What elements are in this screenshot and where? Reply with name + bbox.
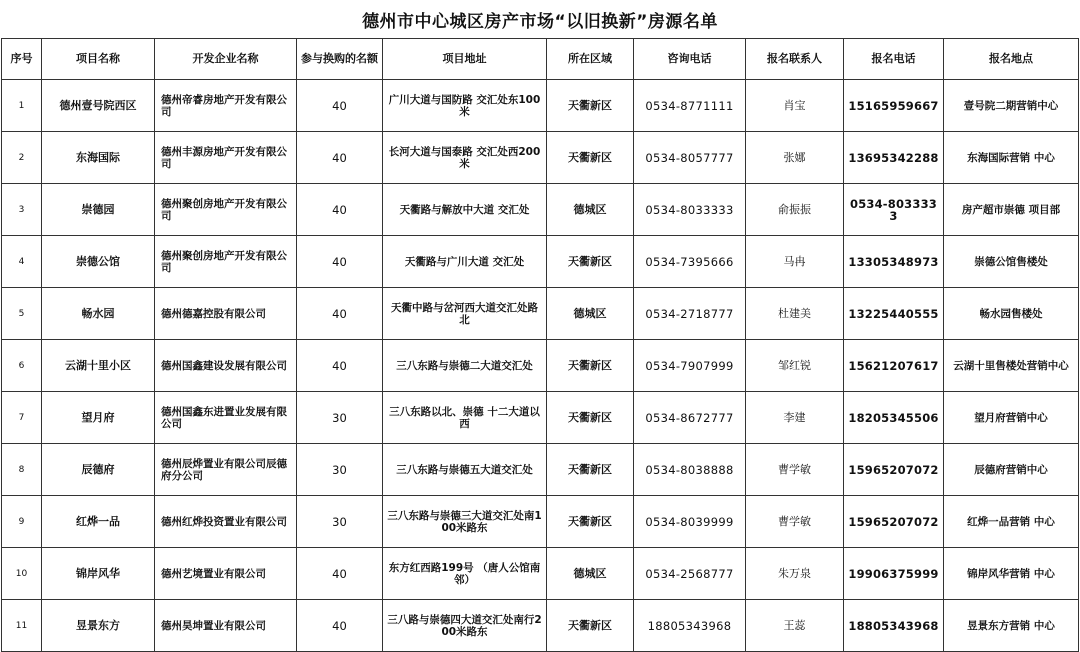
header-developer: 开发企业名称 <box>155 39 297 80</box>
quota-count: 30 <box>297 444 383 496</box>
registration-location: 望月府营销中心 <box>944 392 1079 444</box>
row-number: 3 <box>2 184 42 236</box>
contact-person: 王蕊 <box>746 600 844 652</box>
district: 德城区 <box>547 548 634 600</box>
consult-phone: 0534-8038888 <box>634 444 746 496</box>
project-address: 三八东路与崇德三大道交汇处南100米路东 <box>383 496 547 548</box>
district: 天衢新区 <box>547 496 634 548</box>
district: 德城区 <box>547 288 634 340</box>
project-address: 三八东路与崇德五大道交汇处 <box>383 444 547 496</box>
header-location: 报名地点 <box>944 39 1079 80</box>
developer-name: 德州昊坤置业有限公司 <box>155 600 297 652</box>
header-no: 序号 <box>2 39 42 80</box>
project-address: 三八路与崇德四大道交汇处南行200米路东 <box>383 600 547 652</box>
quota-count: 40 <box>297 600 383 652</box>
project-name: 辰德府 <box>42 444 155 496</box>
quota-count: 40 <box>297 340 383 392</box>
header-address: 项目地址 <box>383 39 547 80</box>
consult-phone: 0534-8672777 <box>634 392 746 444</box>
project-address: 天衢路与解放中大道 交汇处 <box>383 184 547 236</box>
consult-phone: 0534-8039999 <box>634 496 746 548</box>
quota-count: 40 <box>297 236 383 288</box>
table-row <box>2 184 1079 236</box>
quota-count: 40 <box>297 288 383 340</box>
registration-phone: 15165959667 <box>844 80 944 132</box>
table-row <box>2 80 1079 132</box>
header-phone: 咨询电话 <box>634 39 746 80</box>
quota-count: 40 <box>297 548 383 600</box>
registration-location: 东海国际营销 中心 <box>944 132 1079 184</box>
registration-location: 红烨一品营销 中心 <box>944 496 1079 548</box>
project-name: 崇德公馆 <box>42 236 155 288</box>
table-row <box>2 288 1079 340</box>
row-number: 9 <box>2 496 42 548</box>
contact-person: 马冉 <box>746 236 844 288</box>
project-name: 红烨一品 <box>42 496 155 548</box>
project-address: 天衢路与广川大道 交汇处 <box>383 236 547 288</box>
district: 天衢新区 <box>547 132 634 184</box>
project-name: 昱景东方 <box>42 600 155 652</box>
project-name: 望月府 <box>42 392 155 444</box>
consult-phone: 0534-8771111 <box>634 80 746 132</box>
registration-phone: 15965207072 <box>844 496 944 548</box>
developer-name: 德州帝睿房地产开发有限公司 <box>155 80 297 132</box>
district: 天衢新区 <box>547 80 634 132</box>
developer-name: 德州国鑫东进置业发展有限公司 <box>155 392 297 444</box>
developer-name: 德州艺境置业有限公司 <box>155 548 297 600</box>
registration-phone: 13695342288 <box>844 132 944 184</box>
row-number: 10 <box>2 548 42 600</box>
contact-person: 肖宝 <box>746 80 844 132</box>
row-number: 1 <box>2 80 42 132</box>
header-project: 项目名称 <box>42 39 155 80</box>
consult-phone: 0534-7907999 <box>634 340 746 392</box>
row-number: 7 <box>2 392 42 444</box>
contact-person: 杜建美 <box>746 288 844 340</box>
project-address: 三八东路以北、崇德 十二大道以西 <box>383 392 547 444</box>
district: 天衢新区 <box>547 236 634 288</box>
table-row <box>2 132 1079 184</box>
project-address: 天衢中路与岔河西大道交汇处路北 <box>383 288 547 340</box>
developer-name: 德州红烨投资置业有限公司 <box>155 496 297 548</box>
quota-count: 30 <box>297 392 383 444</box>
quota-count: 40 <box>297 132 383 184</box>
project-name: 德州壹号院西区 <box>42 80 155 132</box>
table-row <box>2 392 1079 444</box>
registration-location: 壹号院二期营销中心 <box>944 80 1079 132</box>
project-name: 东海国际 <box>42 132 155 184</box>
consult-phone: 0534-7395666 <box>634 236 746 288</box>
contact-person: 邹红锐 <box>746 340 844 392</box>
registration-phone: 13225440555 <box>844 288 944 340</box>
listing-table <box>1 38 1079 652</box>
table-row <box>2 600 1079 652</box>
developer-name: 德州聚创房地产开发有限公司 <box>155 184 297 236</box>
district: 天衢新区 <box>547 340 634 392</box>
table-row <box>2 548 1079 600</box>
registration-phone: 0534-8033333 <box>844 184 944 236</box>
district: 德城区 <box>547 184 634 236</box>
district: 天衢新区 <box>547 600 634 652</box>
registration-phone: 15965207072 <box>844 444 944 496</box>
contact-person: 俞振振 <box>746 184 844 236</box>
consult-phone: 18805343968 <box>634 600 746 652</box>
consult-phone: 0534-8057777 <box>634 132 746 184</box>
row-number: 2 <box>2 132 42 184</box>
header-quota: 参与换购的名额 <box>297 39 383 80</box>
registration-location: 昱景东方营销 中心 <box>944 600 1079 652</box>
header-contact: 报名联系人 <box>746 39 844 80</box>
district: 天衢新区 <box>547 444 634 496</box>
registration-location: 锦岸风华营销 中心 <box>944 548 1079 600</box>
consult-phone: 0534-2718777 <box>634 288 746 340</box>
row-number: 5 <box>2 288 42 340</box>
registration-phone: 13305348973 <box>844 236 944 288</box>
registration-location: 畅水园售楼处 <box>944 288 1079 340</box>
registration-phone: 18805343968 <box>844 600 944 652</box>
quota-count: 30 <box>297 496 383 548</box>
header-row <box>2 39 1079 80</box>
row-number: 8 <box>2 444 42 496</box>
contact-person: 曹学敏 <box>746 444 844 496</box>
consult-phone: 0534-8033333 <box>634 184 746 236</box>
page-title: 德州市中心城区房产市场“以旧换新”房源名单 <box>362 11 718 32</box>
registration-location: 辰德府营销中心 <box>944 444 1079 496</box>
registration-phone: 18205345506 <box>844 392 944 444</box>
project-address: 广川大道与国防路 交汇处东100米 <box>383 80 547 132</box>
registration-location: 房产超市崇德 项目部 <box>944 184 1079 236</box>
quota-count: 40 <box>297 184 383 236</box>
registration-location: 崇德公馆售楼处 <box>944 236 1079 288</box>
quota-count: 40 <box>297 80 383 132</box>
table-row <box>2 340 1079 392</box>
consult-phone: 0534-2568777 <box>634 548 746 600</box>
header-reg-phone: 报名电话 <box>844 39 944 80</box>
table-row <box>2 236 1079 288</box>
project-address: 东方红西路199号 （唐人公馆南邻） <box>383 548 547 600</box>
contact-person: 张娜 <box>746 132 844 184</box>
developer-name: 德州国鑫建设发展有限公司 <box>155 340 297 392</box>
project-name: 锦岸风华 <box>42 548 155 600</box>
developer-name: 德州聚创房地产开发有限公司 <box>155 236 297 288</box>
district: 天衢新区 <box>547 392 634 444</box>
header-area: 所在区域 <box>547 39 634 80</box>
developer-name: 德州丰源房地产开发有限公司 <box>155 132 297 184</box>
contact-person: 朱万泉 <box>746 548 844 600</box>
developer-name: 德州德嘉控股有限公司 <box>155 288 297 340</box>
table-row <box>2 496 1079 548</box>
project-address: 长河大道与国泰路 交汇处西200米 <box>383 132 547 184</box>
contact-person: 曹学敏 <box>746 496 844 548</box>
registration-phone: 15621207617 <box>844 340 944 392</box>
row-number: 4 <box>2 236 42 288</box>
row-number: 11 <box>2 600 42 652</box>
row-number: 6 <box>2 340 42 392</box>
registration-location: 云湖十里售楼处营销中心 <box>944 340 1079 392</box>
registration-phone: 19906375999 <box>844 548 944 600</box>
contact-person: 李建 <box>746 392 844 444</box>
project-name: 崇德园 <box>42 184 155 236</box>
developer-name: 德州辰烨置业有限公司辰德府分公司 <box>155 444 297 496</box>
project-name: 云湖十里小区 <box>42 340 155 392</box>
project-name: 畅水园 <box>42 288 155 340</box>
table-row <box>2 444 1079 496</box>
project-address: 三八东路与崇德二大道交汇处 <box>383 340 547 392</box>
